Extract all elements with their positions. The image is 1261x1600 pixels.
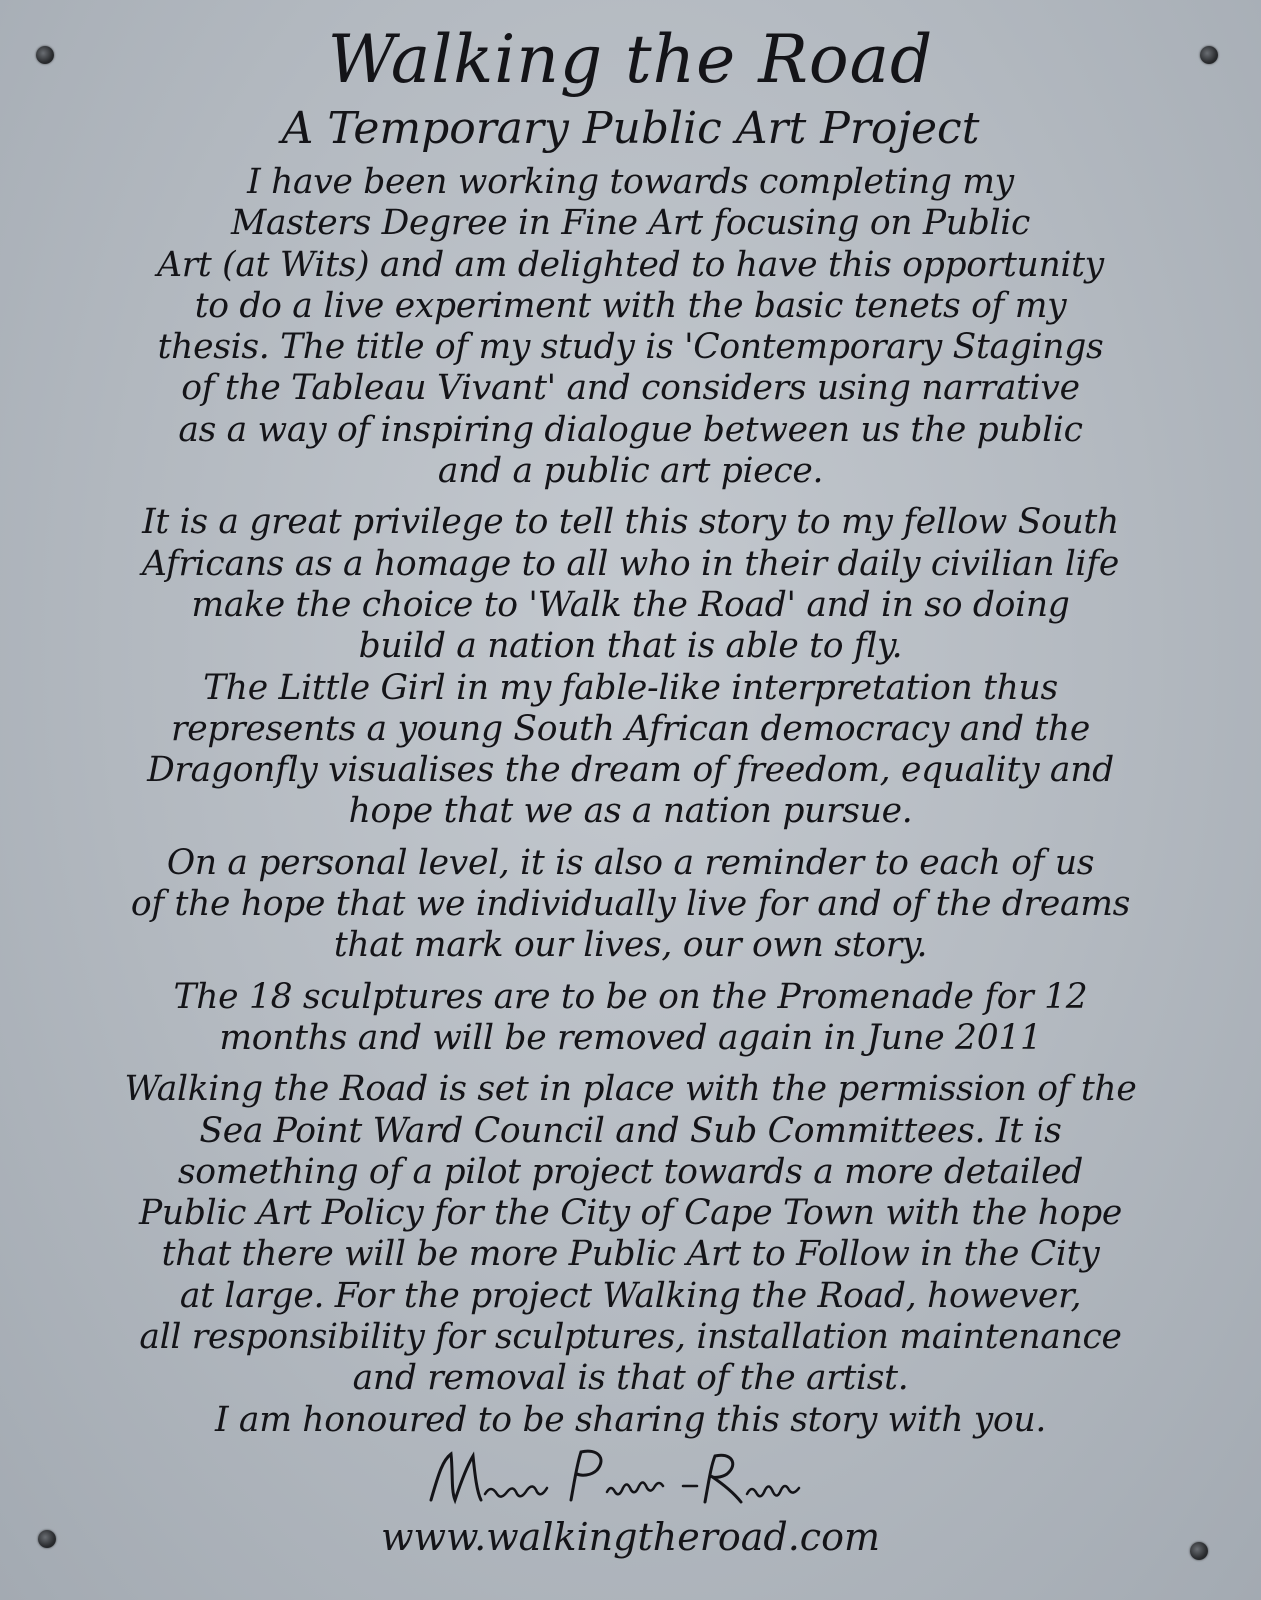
text-line: of the Tableau Vivant' and considers using narrative (181, 368, 1080, 409)
text-line: that there will be more Public Art to Follow in the City (161, 1234, 1100, 1275)
text-line: It is a great privilege to tell this story to my fellow South (142, 502, 1119, 543)
paragraph-little-girl (30, 668, 1231, 833)
text-line: I am honoured to be sharing this story with you. (214, 1399, 1047, 1440)
paragraph-permission (30, 1069, 1231, 1399)
text-line: The Little Girl in my fable-like interpretation thus (203, 667, 1058, 708)
text-line: build a nation that is able to fly. (358, 626, 903, 667)
website-url: www.walkingtheroad.com (381, 1515, 880, 1559)
paragraph-closing (30, 1400, 1231, 1441)
text-line: thesis. The title of my study is 'Contemporary Stagings (157, 327, 1104, 368)
text-line: to do a live experiment with the basic tenets of my (194, 285, 1067, 326)
text-line: Public Art Policy for the City of Cape Town with the hope (139, 1193, 1122, 1234)
paragraph-sculptures (30, 977, 1231, 1060)
text-line: hope that we as a nation pursue. (348, 791, 913, 832)
text-line: and a public art piece. (437, 451, 824, 492)
text-line: Walking the Road is set in place with the permission of the (124, 1069, 1137, 1110)
text-line: represents a young South African democracy and the (171, 708, 1090, 749)
text-line: of the hope that we individually live for and of the dreams (130, 884, 1131, 925)
text-line: and removal is that of the artist. (352, 1358, 909, 1399)
text-line: Dragonfly visualises the dream of freedom, equality and (147, 750, 1114, 791)
plaque-body (30, 162, 1231, 1441)
text-line: all responsibility for sculptures, installation maintenance (139, 1317, 1122, 1358)
paragraph-personal (30, 843, 1231, 967)
text-line: The 18 sculptures are to be on the Promenade for 12 (173, 976, 1088, 1017)
text-line: months and will be removed again in June 2011 (219, 1017, 1042, 1058)
text-line: Art (at Wits) and am delighted to have this opportunity (157, 244, 1104, 285)
text-line: make the choice to 'Walk the Road' and in so doing (191, 584, 1070, 625)
plaque-subtitle: A Temporary Public Art Project (281, 103, 980, 154)
text-line: at large. For the project Walking the Road, however, (179, 1275, 1082, 1316)
artist-signature (0, 1442, 1261, 1516)
text-line: On a personal level, it is also a reminder to each of us (166, 842, 1095, 883)
text-line: Africans as a homage to all who in their daily civilian life (142, 543, 1119, 584)
text-line: I have been working towards completing my (247, 162, 1014, 202)
paragraph-thesis (30, 162, 1231, 492)
text-line: something of a pilot project towards a more detailed (177, 1151, 1084, 1192)
text-line: that mark our lives, our own story. (333, 925, 928, 966)
signature-icon (421, 1442, 841, 1512)
text-line: Sea Point Ward Council and Sub Committees. It is (199, 1110, 1062, 1151)
text-line: Masters Degree in Fine Art focusing on Public (231, 203, 1030, 244)
paragraph-privilege (30, 502, 1231, 667)
plaque-title: Walking the Road (327, 21, 934, 98)
text-line: as a way of inspiring dialogue between us the public (178, 409, 1083, 450)
